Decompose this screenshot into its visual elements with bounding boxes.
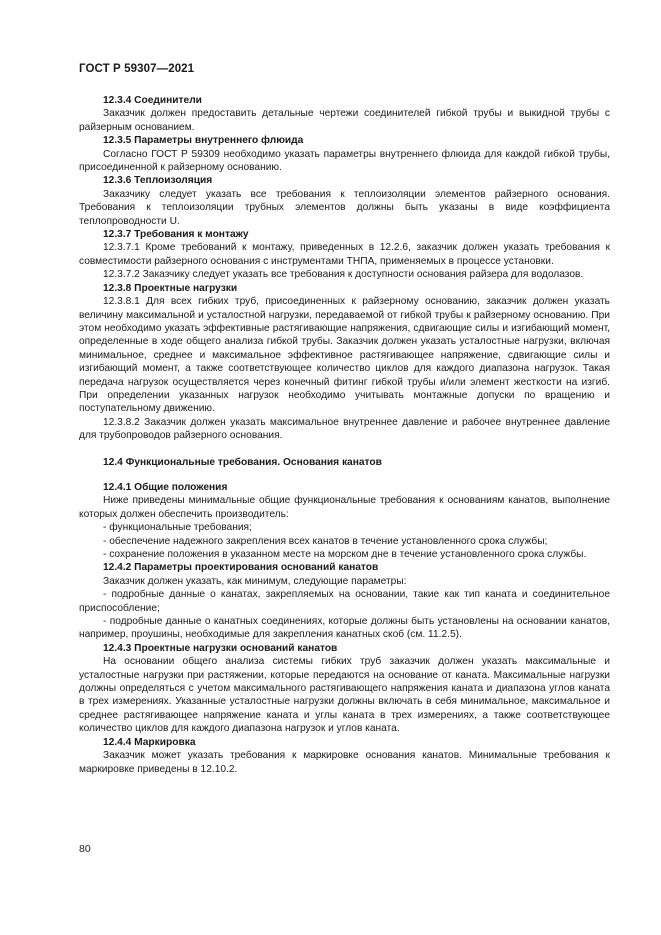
paragraph: - функциональные требования; [103,522,252,534]
paragraph: - подробные данные о канатных соединениях, которые должны быть установлены на основании канатов, например, проушины, необходимые для закрепления канатных скоб (см. 11.2.5). [79,616,610,641]
paragraph: Заказчик должен предоставить детальные чертежи соединителей гибкой трубы и выкидной трубы с райзерным основанием. [79,108,610,133]
paragraph: Заказчик должен указать, как минимум, следующие параметры: [103,575,407,587]
subsection-heading: 12.3.7 Требования к монтажу [103,229,249,241]
document-body [79,94,610,776]
subsection-heading: 12.4.2 Параметры проектирования оснований канатов [103,562,379,574]
paragraph: 12.3.8.2 Заказчик должен указать максимальное внутреннее давление и рабочее внутреннее давление для трубопроводов райзерного основания. [79,416,610,442]
paragraph: На основании общего анализа системы гибких труб заказчик должен указать максимальные и усталостные нагрузки при растяжении, которые передаются на основание от каната. Максимальные нагрузки должны определяться с учетом максимального растягивающего напряжения каната и диапазона углов каната в трех измерениях. Указанные усталостные нагрузки должны включать в себя минимальное, максимальное и среднее растягивающее напряжение каната и углы каната в трех измерениях, а также соответствующее количество циклов для каждого диапазона нагрузок и углов каната. [79,656,610,735]
paragraph: Заказчик может указать требования к маркировке основания канатов. Минимальные требования к маркировке приведены в 12.10.2. [79,750,610,775]
subsection-heading: 12.3.4 Соединители [103,95,202,106]
paragraph: Согласно ГОСТ Р 59309 необходимо указать параметры внутреннего флюида для каждой гибкой трубы, присоединенной к райзерному основанию. [79,148,610,174]
paragraph: Ниже приведены минимальные общие функциональные требования к основаниям канатов, выполнение которых должен обеспечить производитель: [79,495,610,520]
subsection-heading: 12.4.4 Маркировка [103,736,196,748]
subsection-heading: 12.3.8 Проектные нагрузки [103,282,238,294]
paragraph: 12.3.7.2 Заказчику следует указать все требования к доступности основания райзера для водолазов. [103,269,584,281]
document-code-header: ГОСТ Р 59307—2021 [79,63,195,75]
paragraph: 12.3.7.1 Кроме требований к монтажу, приведенных в 12.2.6, заказчик должен указать требования к совместимости райзерного основания с инструментами ТНПА, применяемых в процессе установки. [79,242,610,267]
subsection-heading: 12.4.3 Проектные нагрузки оснований канатов [103,642,338,654]
paragraph: - подробные данные о канатах, закрепляемых на основании, такие как тип каната и соединительное приспособление; [79,589,610,614]
page-number: 80 [79,843,91,855]
section-heading: 12.4 Функциональные требования. Основания канатов [103,456,382,468]
paragraph: Заказчику следует указать все требования к теплоизоляции элементов райзерного основания. Требования к теплоизоляции трубных элементов должны быть указаны в виде коэффициента теплопроводности U. [79,188,610,227]
subsection-heading: 12.4.1 Общие положения [103,481,228,493]
subsection-heading: 12.3.6 Теплоизоляция [103,175,213,187]
paragraph: - обеспечение надежного закрепления всех канатов в течение установленного срока службы; [103,535,548,547]
paragraph: 12.3.8.1 Для всех гибких труб, присоединенных к райзерному основанию, заказчик должен указать величину максимальной и усталостной нагрузки, передаваемой от гибкой трубы к райзерному основанию. При этом необходимо указать эффективные растягивающие напряжения, сдвигающие силы и изгибающий момент, определенные в ходе общего анализа гибкой трубы. Заказчик должен указать усталостные нагрузки, включая минимальное, среднее и максимальное эффективное растягивающее напряжение, сдвигающие силы и изгибающий момент, а также соответствующее количество циклов для каждого диапазона нагрузок. Такая передача нагрузок осуществляется через конечный фитинг гибкой трубы и/или элемент жесткости на изгиб. При определении указанных нагрузок необходимо учитывать монтажные допуски по вращению и поступательному движению. [79,296,610,415]
paragraph: - сохранение положения в указанном месте на морском дне в течение установленного срока службы. [103,549,587,560]
subsection-heading: 12.3.5 Параметры внутреннего флюида [103,135,304,147]
